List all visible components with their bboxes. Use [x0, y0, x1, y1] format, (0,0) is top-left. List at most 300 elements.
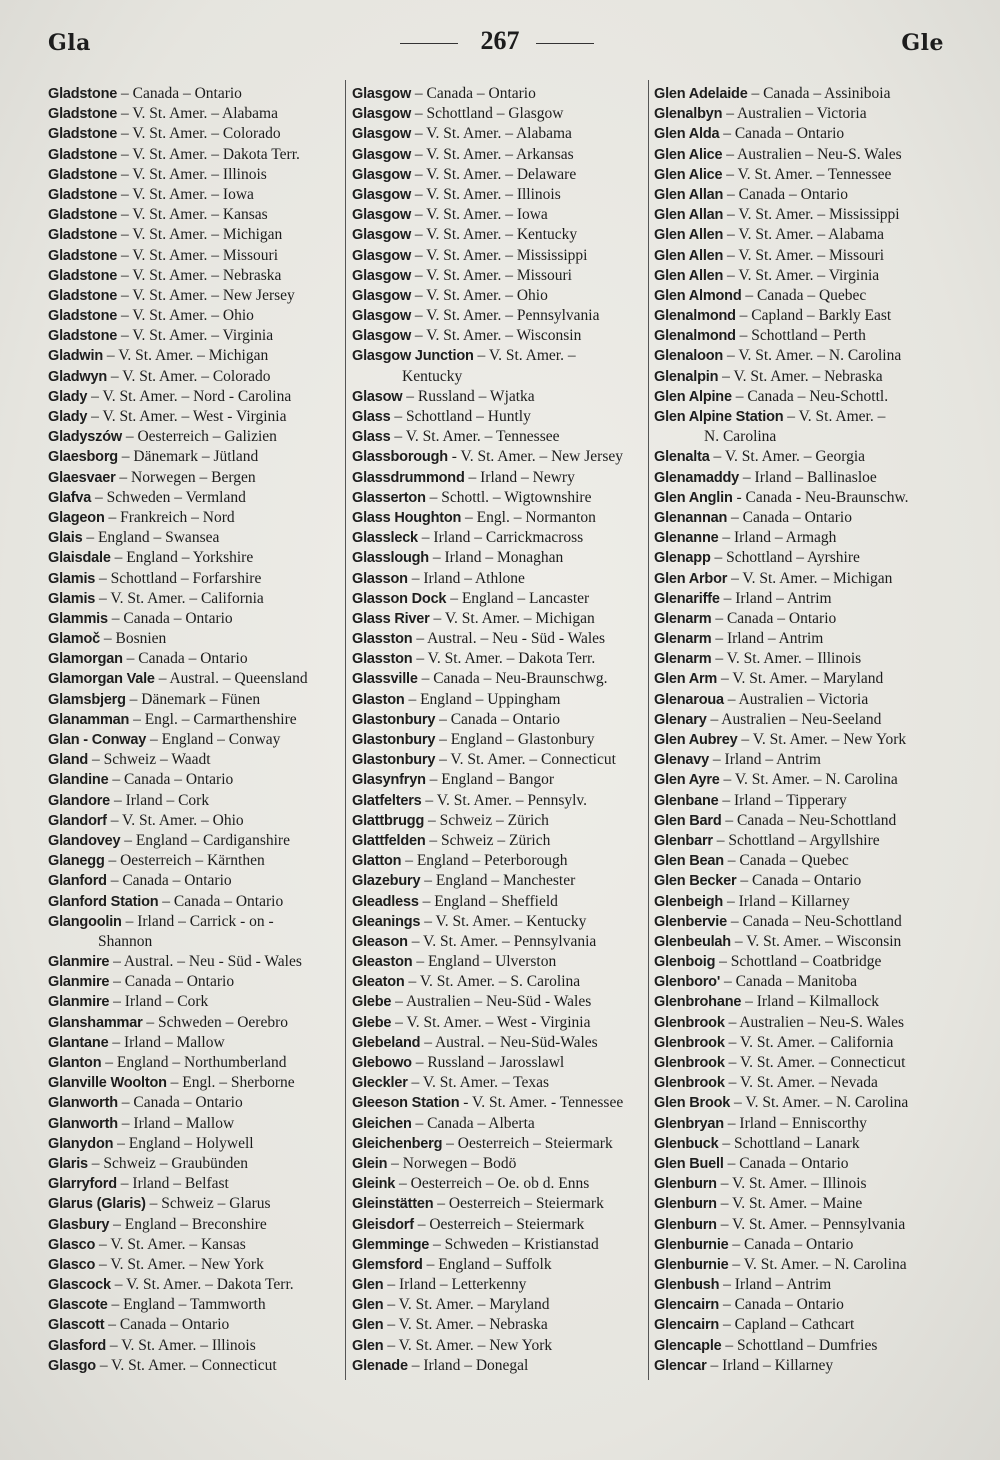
place-location: – Canada – Ontario — [117, 1094, 243, 1112]
place-location: – V. St. Amer. – Mississippi — [411, 246, 588, 264]
place-entry — [654, 346, 950, 366]
place-location: – Irland – Killarney — [706, 1356, 834, 1374]
place-location: – V. St. Amer. – Connecticut — [95, 1356, 277, 1374]
place-location: – Schottland – Coatbridge — [715, 953, 882, 971]
place-location: Shannon — [98, 932, 153, 950]
place-name: Glangoolin — [48, 913, 122, 930]
place-location: – Schweiz – Waadt — [88, 751, 211, 769]
place-entry — [654, 407, 950, 427]
place-entry — [352, 488, 644, 508]
place-entry — [654, 1235, 950, 1255]
place-name: Glassville — [352, 671, 418, 688]
page-number: 267 — [480, 26, 520, 55]
place-entry — [654, 730, 950, 750]
place-entry — [352, 831, 644, 851]
place-name: Glasserton — [352, 489, 426, 506]
place-location: – Schottland – Huntly — [390, 408, 531, 425]
place-entry — [654, 629, 950, 649]
place-location: – V. St. Amer. – Nevada — [724, 1074, 878, 1092]
place-name: Gladstone — [48, 328, 118, 345]
place-name: Glencairn — [654, 1317, 720, 1334]
place-name: Glen Becker — [654, 873, 737, 890]
place-name: Glen Buell — [654, 1155, 724, 1172]
place-entry — [654, 932, 950, 952]
place-entry — [654, 145, 950, 165]
place-entry — [48, 1013, 340, 1033]
place-entry — [352, 205, 644, 225]
place-entry — [352, 185, 644, 205]
place-name: Glen Alda — [654, 126, 720, 143]
place-location: – Oesterreich – Oe. ob d. Enns — [395, 1175, 590, 1193]
place-name: Gleaton — [352, 974, 405, 991]
place-entry — [654, 710, 950, 730]
place-entry — [48, 589, 340, 609]
place-entry — [654, 1013, 950, 1033]
place-entry — [654, 589, 950, 609]
place-name: Glebe — [352, 994, 392, 1011]
place-location: – Irland – Antrim — [719, 589, 832, 607]
place-entry — [48, 84, 340, 104]
place-location: – Schweden – Kristianstad — [429, 1235, 599, 1253]
place-name: Glenbush — [654, 1277, 720, 1294]
place-name: Gladstone — [48, 287, 118, 304]
header-rule-right — [536, 43, 594, 44]
place-entry — [48, 548, 340, 568]
place-name: Glasgow — [352, 227, 412, 244]
place-entry — [48, 730, 340, 750]
place-entry — [654, 791, 950, 811]
place-location: – V. St. Amer. – — [473, 347, 576, 365]
place-location: – Engl. – Normanton — [461, 508, 596, 526]
place-entry — [654, 1053, 950, 1073]
place-entry — [654, 367, 950, 387]
place-name: Gleeson Station — [352, 1095, 460, 1112]
place-entry — [352, 1134, 644, 1154]
place-entry — [352, 145, 644, 165]
place-entry — [352, 528, 644, 548]
place-location: – Canada – Ontario — [736, 872, 862, 890]
place-entry — [352, 225, 644, 245]
place-entry — [48, 1275, 340, 1295]
entry-continuation — [352, 367, 644, 387]
place-location: – Austral. – Queensland — [154, 670, 308, 688]
place-location: – Irland – Antrim — [719, 1276, 832, 1294]
place-entry — [654, 326, 950, 346]
place-name: Glenbane — [654, 792, 719, 809]
place-entry — [48, 508, 340, 528]
place-name: Glenaroua — [654, 691, 724, 708]
place-name: Glasynfryn — [352, 772, 426, 789]
place-name: Glenarm — [654, 651, 712, 668]
place-entry — [352, 992, 644, 1012]
place-name: Glemsford — [352, 1256, 423, 1273]
place-entry — [352, 1154, 644, 1174]
place-entry — [352, 589, 644, 609]
place-location: – England – Bangor — [425, 771, 555, 789]
place-name: Glamsbjerg — [48, 691, 126, 708]
place-name: Glanydon — [48, 1135, 114, 1152]
place-name: Glassborough — [352, 449, 448, 466]
place-name: Glarus (Glaris) — [48, 1196, 146, 1213]
place-entry — [48, 124, 340, 144]
place-entry — [654, 1275, 950, 1295]
place-entry — [48, 690, 340, 710]
place-location: – Irland – Armagh — [718, 529, 837, 547]
place-name: Glencar — [654, 1357, 707, 1374]
place-location: – V. St. Amer. – Georgia — [709, 448, 866, 466]
place-entry — [352, 730, 644, 750]
place-entry — [654, 892, 950, 912]
place-location: – Irland – Tipperary — [718, 791, 847, 809]
place-name: Glencaple — [654, 1337, 722, 1354]
place-location: – Australien – Victoria — [722, 105, 867, 123]
column-divider — [345, 80, 346, 1380]
place-entry — [48, 811, 340, 831]
place-location: – Irland – Mallow — [117, 1114, 235, 1132]
place-location: – V. St. Amer. – Pennsylvania — [411, 307, 600, 325]
place-location: – Australien – Neu-Süd - Wales — [391, 993, 592, 1011]
place-name: Glanworth — [48, 1095, 118, 1112]
place-location: – V. St. Amer. – Wisconsin — [411, 327, 582, 345]
place-entry — [48, 488, 340, 508]
place-entry — [654, 972, 950, 992]
place-name: Glamoč — [48, 631, 100, 648]
place-location: – England – Yorkshire — [110, 549, 254, 567]
place-name: Glandine — [48, 772, 109, 789]
place-entry — [48, 952, 340, 972]
place-name: Glanford — [48, 873, 107, 890]
place-entry — [48, 326, 340, 346]
place-entry — [352, 1073, 644, 1093]
place-entry — [48, 1033, 340, 1053]
place-entry — [48, 225, 340, 245]
place-entry — [352, 468, 644, 488]
place-location: – Canada – Ontario — [108, 771, 234, 789]
place-location: – V. St. Amer. – Arkansas — [411, 145, 574, 163]
place-entry — [352, 972, 644, 992]
place-name: Glen Allen — [654, 247, 724, 264]
place-location: – V. St. Amer. – Virginia — [117, 327, 274, 345]
place-location: – Canada – Ontario — [122, 650, 248, 668]
place-location: – V. St. Amer. – New York — [95, 1255, 264, 1273]
place-location: – Canada – Ontario — [719, 1296, 844, 1314]
place-name: Glenburn — [654, 1196, 717, 1213]
place-name: Glen Anglin — [654, 489, 733, 506]
place-entry — [48, 1336, 340, 1356]
place-entry — [352, 1356, 644, 1376]
place-location: – Norwegen – Bodö — [387, 1154, 517, 1172]
place-location: – V. St. Amer. – Michigan — [727, 569, 893, 587]
place-location: – V. St. Amer. – Pennsylv. — [421, 791, 588, 809]
place-entry — [352, 246, 644, 266]
place-location: – Schottland – Forfarshire — [95, 569, 262, 587]
place-location: N. Carolina — [704, 428, 777, 446]
place-name: Gladstone — [48, 247, 118, 264]
place-name: Glenarm — [654, 610, 712, 627]
place-entry — [352, 629, 644, 649]
place-location: – V. St. Amer. – Dakota Terr. — [412, 650, 596, 668]
place-name: Glanamman — [48, 711, 130, 728]
place-entry — [48, 407, 340, 427]
place-location: – Canada – Ontario — [723, 1154, 849, 1172]
place-name: Glasow — [352, 388, 403, 405]
place-location: – V. St. Amer. – Mississippi — [723, 206, 900, 224]
place-entry — [654, 225, 950, 245]
place-location: – V. St. Amer. – California — [95, 589, 264, 607]
place-entry — [654, 1215, 950, 1235]
place-name: Glen Ayre — [654, 772, 720, 789]
place-location: – V. St. Amer. – Missouri — [411, 266, 572, 284]
place-location: – V. St. Amer. – Iowa — [117, 185, 254, 203]
place-entry — [48, 145, 340, 165]
place-entry — [352, 750, 644, 770]
place-name: Glasgow — [352, 328, 412, 345]
place-location: – Canada – Ontario — [158, 892, 284, 910]
place-entry — [654, 468, 950, 488]
place-entry — [654, 1073, 950, 1093]
place-name: Glascote — [48, 1297, 108, 1314]
place-name: Glasgow — [352, 106, 412, 123]
place-name: Gladstone — [48, 227, 118, 244]
place-name: Glen Arbor — [654, 570, 728, 587]
place-location: – England – Cardiganshire — [120, 831, 290, 849]
place-location: – Schottland – Glasgow — [411, 105, 564, 123]
place-location: – Oesterreich – Steiermark — [413, 1215, 585, 1233]
place-entry — [654, 811, 950, 831]
place-name: Glandovey — [48, 832, 121, 849]
place-entry — [48, 387, 340, 407]
place-entry — [352, 1033, 644, 1053]
place-location: – Dänemark – Fünen — [125, 690, 261, 708]
place-location: – Canada – Ontario — [711, 609, 837, 627]
place-name: Glass — [352, 429, 391, 446]
place-location: – Schweiz – Glarus — [145, 1195, 271, 1213]
place-entry — [48, 1315, 340, 1335]
place-entry — [352, 1295, 644, 1315]
place-location: – V. St. Amer. – Connecticut — [435, 751, 616, 769]
place-entry — [654, 246, 950, 266]
place-location: – Canada – Ontario — [723, 185, 848, 203]
place-entry — [654, 690, 950, 710]
place-location: – V. St. Amer. – Alabama — [117, 105, 278, 123]
column-divider — [648, 80, 649, 1380]
place-location: – V. St. Amer. – Texas — [407, 1074, 550, 1092]
place-name: Glen Bean — [654, 853, 724, 870]
place-location: – England – Manchester — [420, 872, 576, 890]
place-entry — [48, 912, 340, 932]
place-location: – Schweiz – Zürich — [424, 811, 549, 829]
place-name: Gladstone — [48, 308, 118, 325]
place-entry — [48, 246, 340, 266]
place-location: – Irland – Carrickmacross — [417, 529, 584, 547]
place-name: Glasgow — [352, 207, 412, 224]
place-name: Glastonbury — [352, 732, 436, 748]
place-location: – England – Peterborough — [401, 852, 568, 870]
place-name: Glenburnie — [654, 1256, 729, 1273]
place-location: – Canada – Ontario — [727, 508, 852, 526]
place-entry — [48, 1053, 340, 1073]
place-entry — [48, 306, 340, 326]
place-location: – Schweden – Oerebro — [142, 1013, 288, 1031]
place-name: Glenamaddy — [654, 469, 740, 486]
place-location: – V. St. Amer. – Virginia — [723, 266, 880, 284]
place-entry — [654, 266, 950, 286]
place-entry — [48, 104, 340, 124]
place-entry — [654, 1154, 950, 1174]
place-location: – Engl. – Sherborne — [166, 1074, 295, 1092]
place-name: Glanton — [48, 1055, 102, 1071]
place-location: – Canada – Ontario — [107, 609, 233, 627]
place-location: – Schweiz – Zürich — [425, 831, 551, 849]
place-location: - V. St. Amer. – New Jersey — [447, 448, 623, 466]
place-entry — [654, 770, 950, 790]
place-entry — [48, 871, 340, 891]
place-entry — [654, 871, 950, 891]
place-entry — [48, 972, 340, 992]
place-entry — [48, 992, 340, 1012]
place-location: – Norwegen – Bergen — [115, 468, 256, 486]
place-entry — [654, 306, 950, 326]
place-location: – V. St. Amer. – Maine — [716, 1195, 863, 1213]
place-name: Glanford Station — [48, 893, 159, 910]
place-location: – Irland – Mallow — [108, 1033, 225, 1051]
place-entry — [654, 952, 950, 972]
place-entry — [654, 185, 950, 205]
place-name: Glenbervie — [654, 913, 727, 930]
place-entry — [352, 1114, 644, 1134]
place-location: – V. St. Amer. – Missouri — [723, 246, 885, 264]
place-name: Gladwyn — [48, 368, 108, 385]
place-entry — [352, 770, 644, 790]
place-name: Gladwin — [48, 348, 103, 365]
place-entry — [654, 609, 950, 629]
place-location: – V. St. Amer. – West - Virginia — [391, 1013, 591, 1031]
place-name: Glantane — [48, 1034, 109, 1051]
place-name: Glenbeigh — [654, 893, 724, 910]
place-name: Glandorf — [48, 812, 107, 829]
place-entry — [654, 912, 950, 932]
place-entry — [48, 609, 340, 629]
place-name: Glarryford — [48, 1176, 117, 1193]
place-location: – V. St. Amer. – Pennsylvania — [407, 932, 597, 950]
place-entry — [654, 488, 950, 508]
place-entry — [654, 1194, 950, 1214]
place-name: Glenbrook — [654, 1075, 725, 1092]
place-location: – Irland – Antrim — [711, 630, 824, 648]
place-entry — [48, 851, 340, 871]
place-name: Glaesborg — [48, 449, 118, 466]
place-entry — [352, 387, 644, 407]
place-name: Glebeland — [352, 1034, 421, 1051]
place-location: – Canada – Alberta — [411, 1114, 535, 1132]
place-entry — [352, 447, 644, 467]
place-name: Glatton — [352, 853, 402, 870]
place-entry — [352, 326, 644, 346]
place-name: Glasston — [352, 651, 413, 668]
place-entry — [352, 1255, 644, 1275]
place-location: – Oesterreich – Kärnthen — [104, 852, 265, 870]
place-location: – England – Uppingham — [404, 690, 561, 708]
column-2 — [352, 84, 644, 1376]
place-entry — [654, 1315, 950, 1335]
place-name: Gladstone — [48, 207, 118, 224]
place-name: Glenbrook — [654, 1034, 725, 1051]
place-location: – V. St. Amer. – Wisconsin — [730, 932, 902, 950]
place-name: Glasgow — [352, 287, 412, 304]
place-location: – Russland – Jarosslawl — [411, 1054, 565, 1071]
place-entry — [352, 669, 644, 689]
place-location: – V. St. Amer. – Tennessee — [722, 165, 892, 183]
place-entry — [48, 1235, 340, 1255]
place-name: Gleadless — [352, 893, 419, 910]
place-location: – V. St. Amer. – Colorado — [107, 367, 271, 385]
column-1 — [48, 84, 340, 1376]
place-name: Glattfelden — [352, 832, 426, 849]
place-name: Glenboig — [654, 954, 716, 971]
place-entry — [352, 912, 644, 932]
place-location: – Schweiz – Graubünden — [87, 1154, 249, 1172]
place-name: Glen Allen — [654, 267, 724, 284]
place-name: Glamorgan Vale — [48, 671, 155, 688]
place-entry — [352, 892, 644, 912]
place-location: – Australien – Neu-S. Wales — [724, 1013, 904, 1031]
place-name: Glenbeulah — [654, 933, 731, 950]
place-entry — [654, 84, 950, 104]
place-location: – V. St. Amer. – N. Carolina — [728, 1255, 907, 1273]
place-name: Glanshammar — [48, 1014, 143, 1031]
place-location: – Schottland – Dumfries — [721, 1336, 878, 1354]
place-name: Gleinstätten — [352, 1196, 434, 1213]
place-entry — [654, 205, 950, 225]
place-name: Glen Allen — [654, 227, 724, 244]
place-entry — [352, 1275, 644, 1295]
place-entry — [352, 851, 644, 871]
place-location: – Canada – Ontario — [117, 85, 242, 102]
place-name: Glen Alpine — [654, 388, 732, 405]
place-name: Glanworth — [48, 1115, 118, 1132]
place-location: – Irland – Letterkenny — [383, 1276, 527, 1294]
place-entry — [48, 447, 340, 467]
place-location: – V. St. Amer. – Ohio — [117, 307, 254, 325]
place-location: – V. St. Amer. – Nebraska — [383, 1316, 548, 1334]
place-entry — [352, 932, 644, 952]
place-name: Glen Brook — [654, 1095, 731, 1112]
place-location: – V. St. Amer. – New York — [737, 731, 907, 748]
place-entry — [654, 1295, 950, 1315]
place-location: – England – Glastonbury — [435, 731, 595, 748]
place-location: – V. St. Amer. – Maryland — [717, 670, 884, 688]
place-location: – Irland – Cork — [110, 791, 210, 809]
place-name: Glasgow — [352, 86, 412, 102]
place-entry — [48, 205, 340, 225]
place-entry — [48, 629, 340, 649]
place-name: Glasson — [352, 570, 408, 587]
place-name: Glemminge — [352, 1236, 430, 1253]
place-name: Glasgow — [352, 308, 412, 325]
place-location: – V. St. Amer. – West - Virginia — [87, 408, 287, 425]
place-entry — [654, 508, 950, 528]
place-location: – England – Tammworth — [107, 1296, 266, 1314]
place-location: – England – Sheffield — [418, 892, 558, 910]
place-entry — [48, 1194, 340, 1214]
place-location: – V. St. Amer. – Michigan — [103, 347, 269, 365]
place-name: Glenariffe — [654, 590, 720, 607]
place-name: Glenalpin — [654, 368, 719, 385]
place-location: – Canada – Ontario — [411, 85, 536, 102]
place-location: – Irland – Donegal — [407, 1356, 529, 1374]
place-name: Glasgow — [352, 267, 412, 284]
place-location: – England – Northumberland — [101, 1054, 287, 1071]
